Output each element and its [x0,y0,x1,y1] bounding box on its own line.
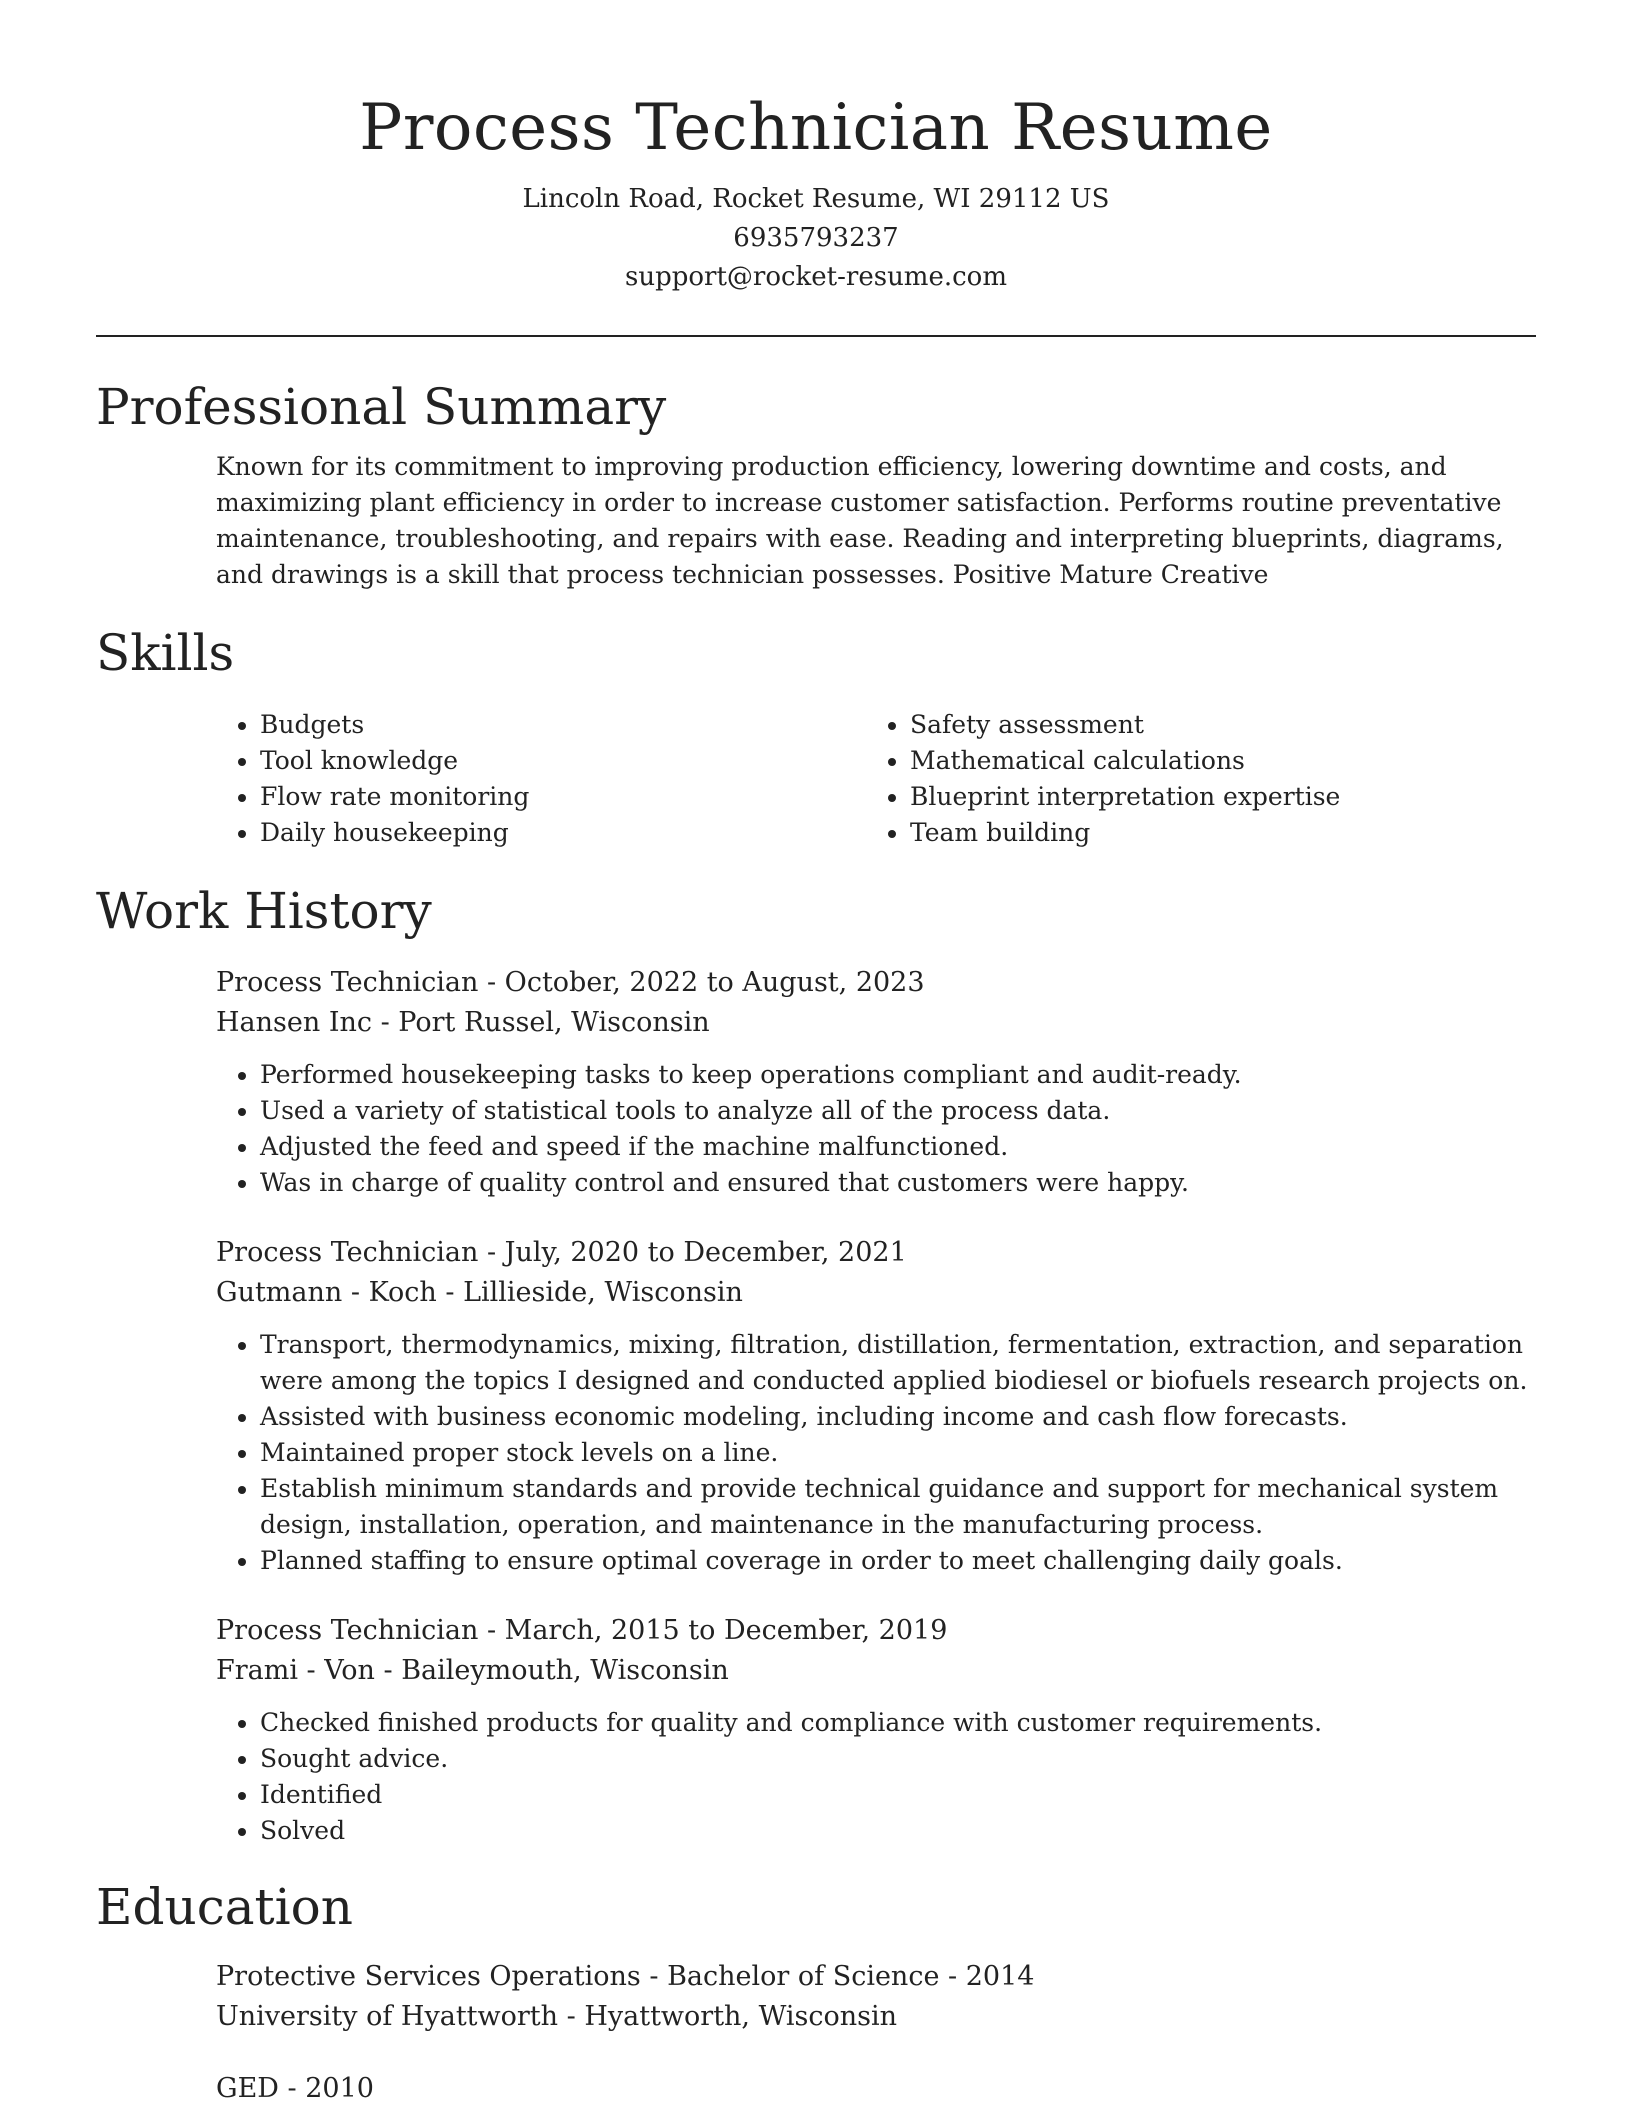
skill-item: • Safety assessment [910,707,1516,743]
job-bullet: • Transport, thermodynamics, mixing, filtration, distillation, fermentation, extraction, and separation were among the topics I designed and conducted applied biodiesel or biofuels research projects on. [260,1327,1536,1399]
address: Lincoln Road, Rocket Resume, WI 29112 US [522,184,1110,214]
job-role: Process Technician - July, 2020 to December, 2021 [216,1237,907,1268]
resume-header [96,0,1536,297]
job-bullet: • Solved [260,1813,1536,1849]
skills-column-left [216,707,866,851]
job-bullet: • Was in charge of quality control and ensured that customers were happy. [260,1165,1536,1201]
skill-item: • Budgets [260,707,866,743]
job-bullet: • Sought advice. [260,1741,1536,1777]
job-entry [216,1611,1536,1849]
job-company: Frami - Von - Baileymouth, Wisconsin [216,1655,729,1686]
education-degree: GED - 2010 [216,2073,374,2104]
job-bullet: • Maintained proper stock levels on a line. [260,1435,1536,1471]
job-bullet: • Identified [260,1777,1536,1813]
job-entry [216,963,1536,1201]
skills-column-right [866,707,1516,851]
job-company: Gutmann - Koch - Lillieside, Wisconsin [216,1277,743,1308]
skill-item: • Mathematical calculations [910,743,1516,779]
job-bullet: • Adjusted the feed and speed if the machine malfunctioned. [260,1129,1536,1165]
education-school: University of Hyattworth - Hyattworth, Wisconsin [216,2001,898,2032]
resume-page [96,0,1536,2109]
job-role: Process Technician - March, 2015 to December, 2019 [216,1615,948,1646]
work-history-heading: Work History [96,882,432,940]
education-heading: Education [96,1878,353,1936]
job-entry [216,1233,1536,1579]
job-bullets [216,1057,1536,1201]
job-bullet: • Establish minimum standards and provide technical guidance and support for mechanical system design, installation, operation, and maintenance in the manufacturing process. [260,1471,1536,1543]
contact-info [96,180,1536,297]
skill-item: • Blueprint interpretation expertise [910,779,1516,815]
skill-item: • Team building [910,815,1516,851]
education-entry [216,2069,1536,2109]
summary-heading: Professional Summary [96,378,667,436]
email: support@rocket-resume.com [624,262,1007,292]
job-bullets [216,1327,1536,1579]
job-bullet: • Used a variety of statistical tools to analyze all of the process data. [260,1093,1536,1129]
resume-title: Process Technician Resume [359,91,1273,165]
job-role: Process Technician - October, 2022 to August, 2023 [216,967,925,998]
job-company: Hansen Inc - Port Russel, Wisconsin [216,1007,710,1038]
skills-heading: Skills [96,624,235,682]
summary-text: Known for its commitment to improving production efficiency, lowering downtime and costs, and maximizing plant efficiency in order to increase customer satisfaction. Performs routine preventative maintenance, troubleshooting, and repairs with ease. Reading and interpreting blueprints, diagrams, and drawings is a skill that process technician possesses. Positive Mature Creative [216,452,1504,589]
education-degree: Protective Services Operations - Bachelor of Science - 2014 [216,1961,1035,1992]
education-entry [216,1957,1536,2037]
skill-item: • Tool knowledge [260,743,866,779]
job-bullet: • Assisted with business economic modeling, including income and cash flow forecasts. [260,1399,1536,1435]
job-bullet: • Planned staffing to ensure optimal coverage in order to meet challenging daily goals. [260,1543,1536,1579]
skill-item: • Daily housekeeping [260,815,866,851]
skills-list [216,707,1536,851]
skill-item: • Flow rate monitoring [260,779,866,815]
job-bullet: • Performed housekeeping tasks to keep operations compliant and audit-ready. [260,1057,1536,1093]
job-bullets [216,1705,1536,1849]
header-divider [96,335,1536,337]
phone: 6935793237 [733,223,899,253]
job-bullet: • Checked finished products for quality and compliance with customer requirements. [260,1705,1536,1741]
